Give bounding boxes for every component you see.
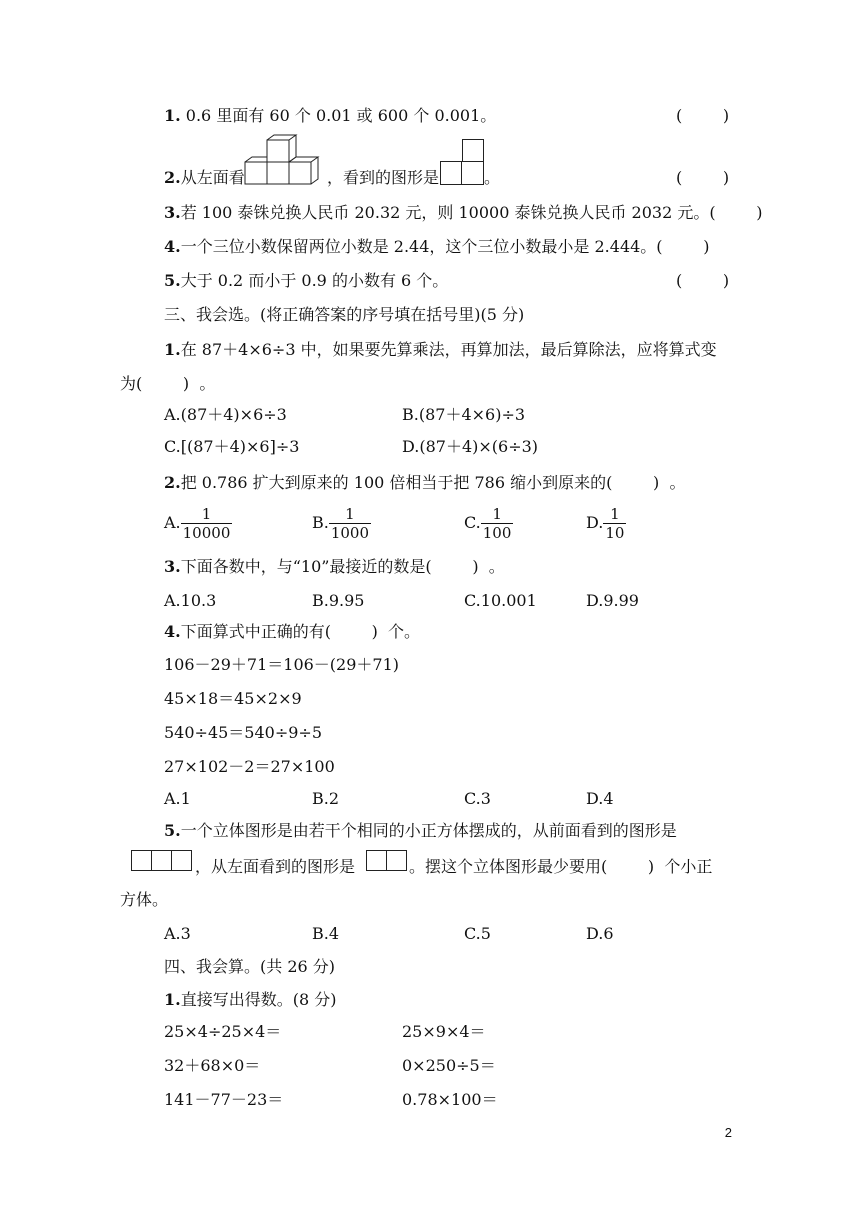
- square: [151, 850, 172, 871]
- tf-text-2-pre: 从左面看: [180, 168, 245, 187]
- section4-title: 四、我会算。(共 26 分): [164, 957, 336, 976]
- s3-q4-text: 下面算式中正确的有( ) 个。: [180, 622, 421, 641]
- tf-num-4: 4.: [164, 237, 181, 256]
- s3-q5-text: 一个立体图形是由若干个相同的小正方体摆成的，从前面看到的图形是: [180, 821, 677, 840]
- s3-q2-option-c[interactable]: [464, 505, 513, 542]
- s3-q4-option-a[interactable]: A.1: [164, 789, 191, 808]
- s3-q2-option-d[interactable]: [586, 505, 626, 542]
- fraction: [329, 505, 371, 542]
- s3-q4-num: 4.: [164, 622, 181, 641]
- tf-text-2-mid: ，看到的图形是: [327, 168, 440, 187]
- tf-paren-1[interactable]: ( ): [676, 106, 730, 125]
- square: [366, 850, 387, 871]
- s4-q1-text: 直接写出得数。(8 分): [180, 990, 337, 1009]
- s3-q5-mid: ，从左面看到的图形是: [195, 857, 356, 876]
- s3-q4-eq-1: 106－29＋71＝106－(29＋71): [164, 655, 400, 674]
- left-view-figure-2: [440, 139, 484, 185]
- s3-q1-num: 1.: [164, 340, 181, 359]
- s3-q1-option-b[interactable]: B.(87＋4×6)÷3: [402, 405, 526, 424]
- s3-q5-cont: 方体。: [120, 890, 169, 909]
- s3-q3-text: 下面各数中，与“10”最接近的数是( ) 。: [180, 557, 505, 576]
- fraction-denominator: 10: [605, 524, 625, 542]
- square: [386, 850, 407, 871]
- calc-2a: 32＋68×0＝: [164, 1056, 261, 1075]
- square: [131, 850, 152, 871]
- fraction-denominator: 10000: [182, 524, 231, 542]
- s3-q3-option-a[interactable]: A.10.3: [164, 591, 217, 610]
- fraction-denominator: 100: [482, 524, 512, 542]
- fraction: [181, 505, 233, 542]
- s3-q4-option-c[interactable]: C.3: [464, 789, 491, 808]
- s3-q2-text: 把 0.786 扩大到原来的 100 倍相当于把 786 缩小到原来的( ) 。: [180, 473, 686, 492]
- tf-item-5: [164, 271, 448, 291]
- calc-3b: 0.78×100＝: [402, 1090, 498, 1109]
- fraction-numerator: 1: [201, 505, 212, 523]
- calc-1a: 25×4÷25×4＝: [164, 1022, 282, 1041]
- page-number: 2: [724, 1125, 732, 1140]
- fraction-numerator: 1: [492, 505, 502, 523]
- s3-q4-eq-2: 45×18＝45×2×9: [164, 689, 302, 708]
- s3-q3-option-b[interactable]: B.9.95: [312, 591, 365, 610]
- tf-text-1: 0.6 里面有 60 个 0.01 或 600 个 0.001。: [180, 106, 497, 125]
- tf-item-1: [164, 106, 496, 126]
- s3-q3-option-c[interactable]: C.10.001: [464, 591, 537, 610]
- s3-q2: [164, 473, 685, 493]
- s3-q5-post: 。摆这个立体图形最少要用( ) 个小正: [409, 857, 713, 876]
- tf-num-3: 3.: [164, 203, 181, 222]
- s3-q4: [164, 622, 420, 642]
- tf-item-4: [164, 237, 709, 257]
- s3-q5-option-c[interactable]: C.5: [464, 924, 491, 943]
- s3-q3-option-d[interactable]: D.9.99: [586, 591, 639, 610]
- cube-solid-figure: [244, 134, 326, 186]
- s3-q2-num: 2.: [164, 473, 181, 492]
- s3-q2-option-b[interactable]: [312, 505, 371, 542]
- front-view-figure: [131, 850, 192, 871]
- tf-num-1: 1.: [164, 106, 181, 125]
- tf-text-4: 一个三位小数保留两位小数是 2.44，这个三位小数最小是 2.444。( ): [180, 237, 710, 256]
- s3-q5-option-b[interactable]: B.4: [312, 924, 340, 943]
- s3-q1-option-c[interactable]: C.[(87＋4)×6]÷3: [164, 437, 300, 456]
- fraction-numerator: 1: [610, 505, 620, 523]
- tf-item-3: [164, 203, 763, 223]
- tf-num-2: 2.: [164, 168, 181, 187]
- s3-q1-option-d[interactable]: D.(87＋4)×(6÷3): [402, 437, 539, 456]
- s3-q1-cont: 为( ) 。: [120, 374, 216, 393]
- tf-text-3: 若 100 泰铢兑换人民币 20.32 元，则 10000 泰铢兑换人民币 2032 元。( ): [180, 203, 763, 222]
- s3-q3-num: 3.: [164, 557, 181, 576]
- tf-item-2: [164, 168, 245, 188]
- option-letter: A.: [164, 513, 181, 532]
- square: [171, 850, 192, 871]
- option-letter: D.: [586, 513, 604, 532]
- s3-q1: [164, 340, 717, 360]
- front-view-boxes: [131, 850, 192, 871]
- tf-paren-2[interactable]: ( ): [676, 168, 730, 187]
- left-view-boxes: [366, 850, 407, 871]
- fraction-numerator: 1: [345, 505, 355, 523]
- s3-q1-option-a[interactable]: A.(87＋4)×6÷3: [164, 405, 287, 424]
- fraction: [481, 505, 514, 542]
- s3-q4-eq-4: 27×102－2＝27×100: [164, 757, 335, 776]
- s3-q5-option-d[interactable]: D.6: [586, 924, 614, 943]
- s3-q5-num: 5.: [164, 821, 181, 840]
- s3-q3: [164, 557, 505, 577]
- option-letter: B.: [312, 513, 329, 532]
- tf-text-5: 大于 0.2 而小于 0.9 的小数有 6 个。: [180, 271, 449, 290]
- s3-q4-option-d[interactable]: D.4: [586, 789, 614, 808]
- tf-num-5: 5.: [164, 271, 181, 290]
- s3-q5-option-a[interactable]: A.3: [164, 924, 191, 943]
- calc-2b: 0×250÷5＝: [402, 1056, 496, 1075]
- left-view-figure-5: [366, 850, 407, 871]
- fraction-denominator: 1000: [330, 524, 370, 542]
- s3-q4-option-b[interactable]: B.2: [312, 789, 340, 808]
- calc-1b: 25×9×4＝: [402, 1022, 486, 1041]
- s3-q4-eq-3: 540÷45＝540÷9÷5: [164, 723, 323, 742]
- s3-q2-option-a[interactable]: [164, 505, 232, 542]
- section3-title: 三、我会选。(将正确答案的序号填在括号里)(5 分): [164, 305, 525, 324]
- tf-text-2-post: 。: [484, 168, 501, 187]
- s4-q1: [164, 990, 336, 1010]
- s3-q1-text: 在 87＋4×6÷3 中，如果要先算乘法，再算加法，最后算除法，应将算式变: [180, 340, 717, 359]
- tf-paren-5[interactable]: ( ): [676, 271, 730, 290]
- s3-q5: [164, 821, 677, 841]
- fraction: [603, 505, 626, 542]
- option-letter: C.: [464, 513, 481, 532]
- s4-q1-num: 1.: [164, 990, 181, 1009]
- calc-3a: 141－77－23＝: [164, 1090, 284, 1109]
